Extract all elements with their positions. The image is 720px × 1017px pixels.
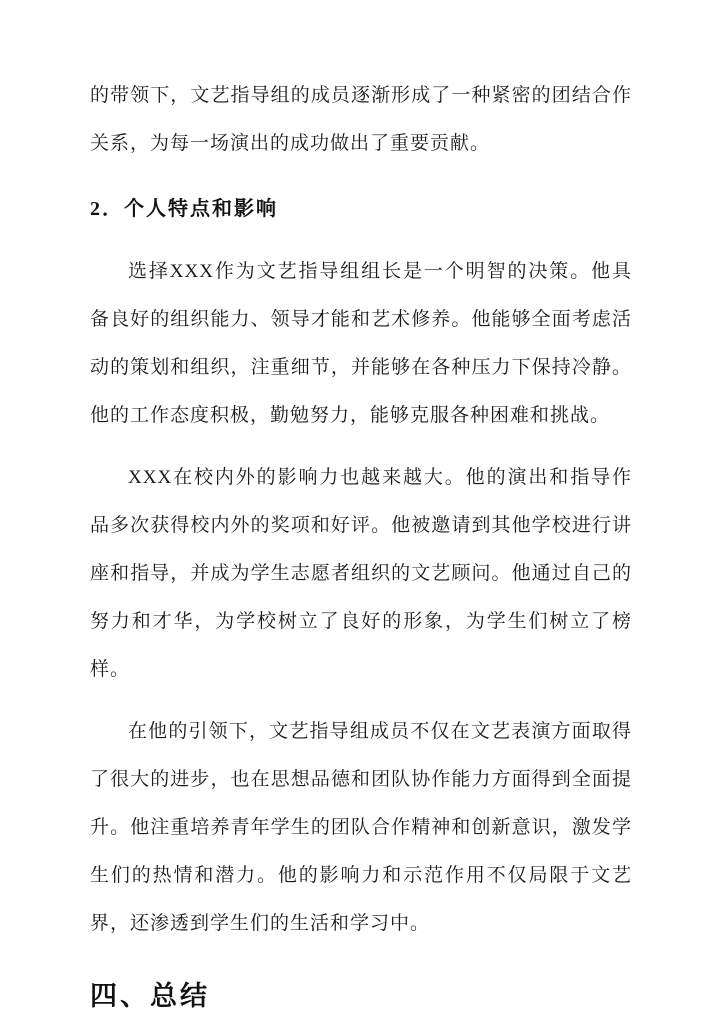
continuation-paragraph: 的带领下，文艺指导组的成员逐渐形成了一种紧密的团结合作关系，为每一场演出的成功做出了重要贡献。 xyxy=(90,85,632,154)
section-heading-summary: 四、总结 xyxy=(90,981,210,1011)
paragraph: XXX在校内外的影响力也越来越大。他的演出和指导作品多次获得校内外的奖项和好评。他被邀请到其他学校进行讲座和指导，并成为学生志愿者组织的文艺顾问。他通过自己的努力和才华，为学校树立了良好的形象，为学生们树立了榜样。 xyxy=(90,467,632,680)
section-heading-personal-traits: 2．个人特点和影响 xyxy=(90,198,278,220)
paragraph: 在他的引领下，文艺指导组成员不仅在文艺表演方面取得了很大的进步，也在思想品德和团队协作能力方面得到全面提升。他注重培养青年学生的团队合作精神和创新意识，激发学生们的热情和潜力。他的影响力和示范作用不仅局限于文艺界，还渗透到学生们的生活和学习中。 xyxy=(90,721,632,934)
paragraph: 选择XXX作为文艺指导组组长是一个明智的决策。他具备良好的组织能力、领导才能和艺术修养。他能够全面考虑活动的策划和组织，注重细节，并能够在各种压力下保持冷静。他的工作态度积极，勤勉努力，能够克服各种困难和挑战。 xyxy=(90,261,632,426)
